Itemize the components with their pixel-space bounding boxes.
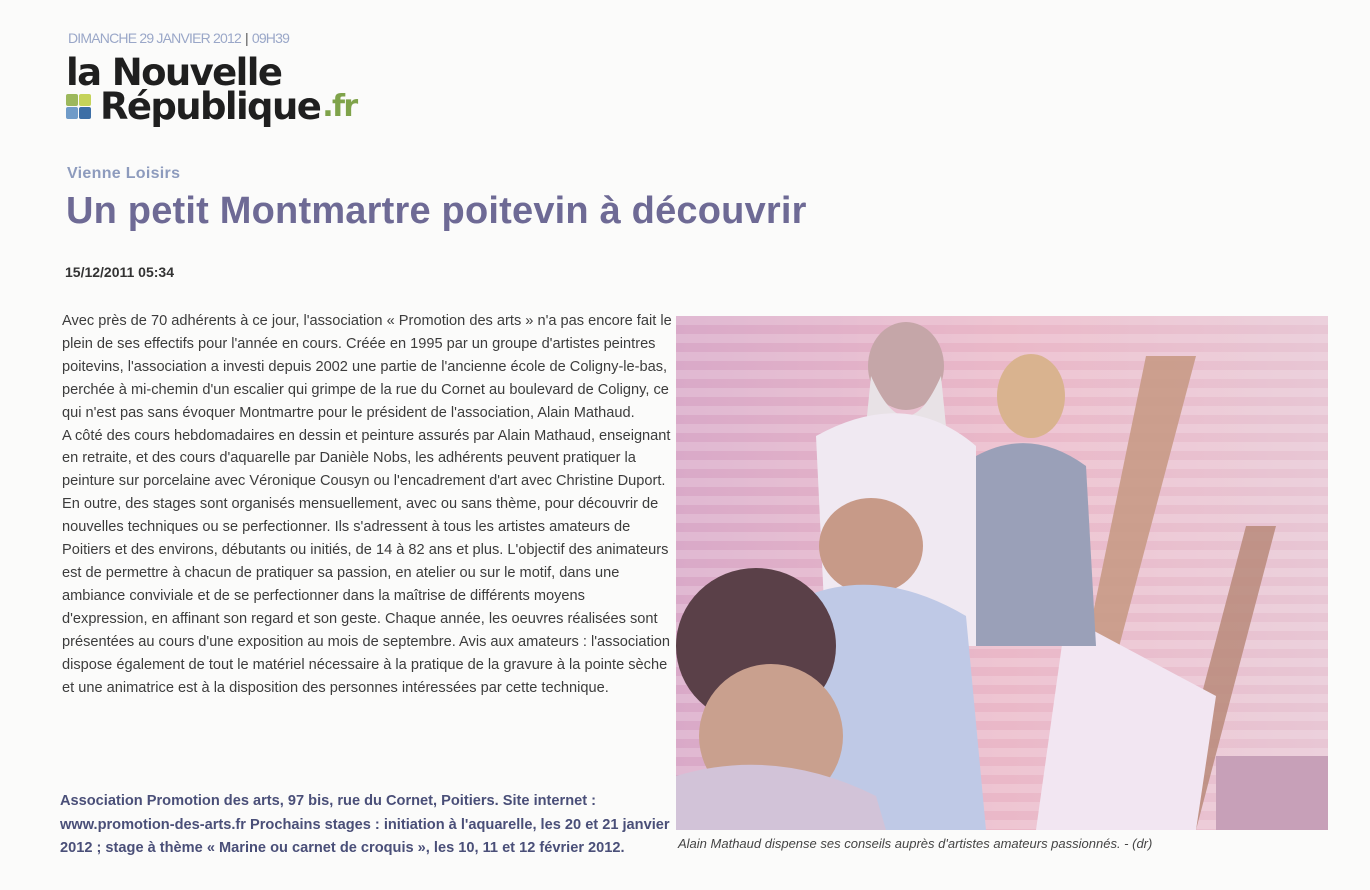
- article-title: Un petit Montmartre poitevin à découvrir: [66, 190, 807, 232]
- dateline-separator: |: [244, 30, 248, 46]
- logo-line-2-row: [66, 85, 357, 128]
- article-paragraph-2: A côté des cours hebdomadaires en dessin et peinture assurés par Alain Mathaud, enseignant en retraite, et des cours d'aquarelle par Danièle Nobs, les adhérents peuvent pratiquer la peinture sur porcelaine avec Véronique Cousyn ou l'encadrement d'art avec Christine Duport. En outre, des stages sont organisés mensuellement, avec ou sans thème, pour découvrir de nouvelles techniques ou se perfectionner. Ils s'adressent à tous les artistes amateurs de Poitiers et des environs, débutants ou initiés, de 14 à 82 ans et plus. L'objectif des animateurs est de permettre à chacun de pratiquer sa passion, en atelier ou sur le motif, dans une ambiance conviviale et de se perfectionner dans la maîtrise de différents moyens d'expression, en affinant son regard et son geste. Chaque année, les oeuvres réalisées sont présentées au cours d'une exposition au mois de septembre. Avis aux amateurs : l'association dispose également de tout le matériel nécessaire à la pratique de la gravure à la pointe sèche et une animatrice est à la disposition des personnes intéressées par cette technique.: [62, 427, 671, 696]
- section-rubric[interactable]: Vienne Loisirs: [67, 165, 181, 182]
- logo-squares-icon: [66, 94, 92, 120]
- association-info: Association Promotion des arts, 97 bis, rue du Cornet, Poitiers. Site internet : www.promotion-des-arts.fr Prochains stages : initiation à l'aquarelle, les 20 et 21 janvier 2012 ; stage à thème « Marine ou carnet de croquis », les 10, 11 et 12 février 2012.: [60, 793, 670, 856]
- article-photo: [676, 316, 1328, 830]
- logo-line-1: la Nouvelle: [66, 51, 282, 94]
- dateline: [68, 30, 289, 46]
- logo-square-2: [79, 94, 91, 106]
- photo-caption: Alain Mathaud dispense ses conseils auprès d'artistes amateurs passionnés. - (dr): [678, 836, 1153, 851]
- edition-date: DIMANCHE 29 JANVIER 2012: [68, 30, 241, 46]
- publication-date: 15/12/2011 05:34: [65, 264, 174, 280]
- logo-square-1: [66, 94, 78, 106]
- logo-square-4: [79, 107, 91, 119]
- logo-square-3: [66, 107, 78, 119]
- logo-line-2: République: [100, 85, 321, 128]
- photo-illustration: [676, 316, 1328, 830]
- newspaper-logo[interactable]: [66, 51, 357, 128]
- logo-suffix: .fr: [322, 89, 357, 124]
- article-paragraph-1: Avec près de 70 adhérents à ce jour, l'association « Promotion des arts » n'a pas encore fait le plein de ses effectifs pour l'année en cours. Créée en 1995 par un groupe d'artistes peintres poitevins, l'association a investi depuis 2002 une partie de l'ancienne école de Coligny-le-bas, perchée à mi-chemin d'un escalier qui grimpe de la rue du Cornet au boulevard de Coligny, ce qui n'est pas sans évoquer Montmartre pour le président de l'association, Alain Mathaud.: [62, 313, 672, 421]
- edition-time: 09H39: [251, 30, 290, 46]
- article-body: [62, 310, 674, 699]
